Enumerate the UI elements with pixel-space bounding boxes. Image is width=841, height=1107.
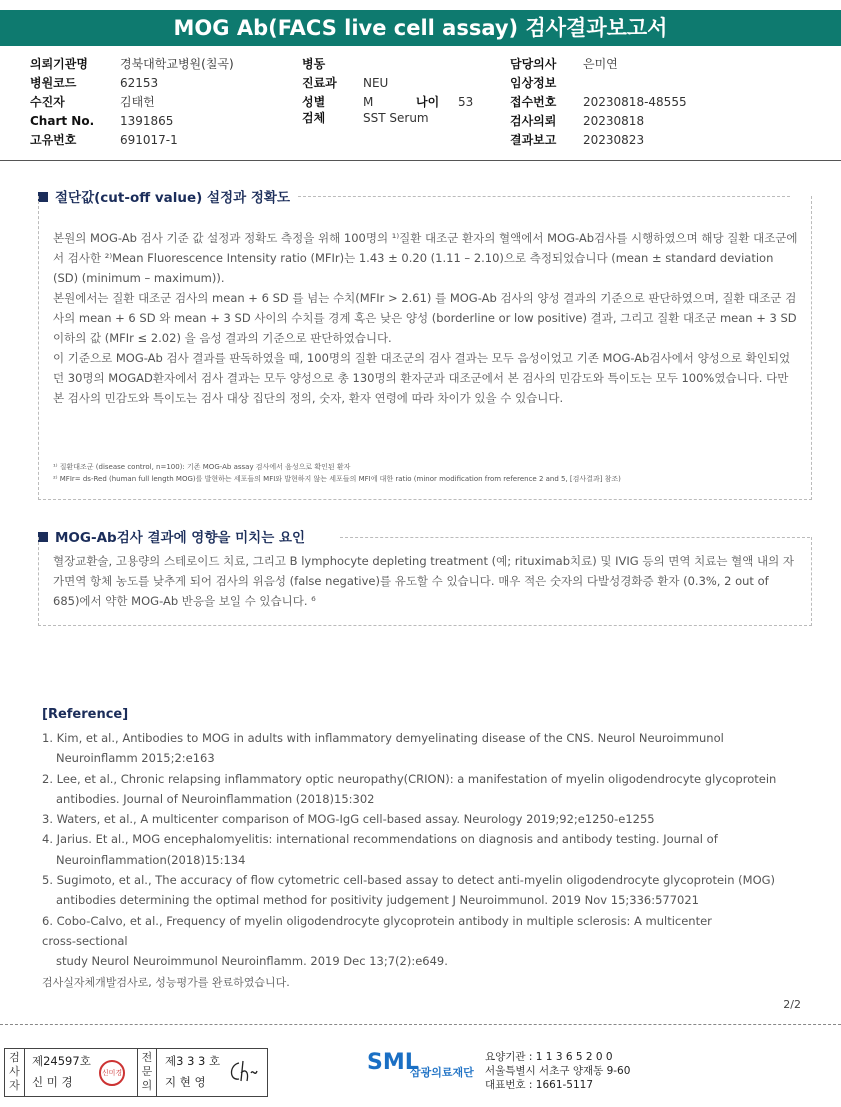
info-label: 검사의뢰 [510,114,557,128]
info-value: 은미연 [583,57,618,71]
info-label: 수진자 [30,95,65,109]
org-code: 요양기관 : 1 1 3 6 5 2 0 0 [485,1051,613,1063]
report-title: MOG Ab(FACS live cell assay) 검사결과보고서 [0,10,841,46]
footnotes [53,461,798,485]
reference-item-cont: Neuroinflamm 2015;2:e163 [56,751,215,766]
examiner-box [4,1048,268,1097]
footer [0,1040,841,1100]
org-phone: 대표번호 : 1661-5117 [485,1079,594,1091]
reference-item: 3. Waters, et al., A multicenter comparison of MOG-IgG cell-based assay. Neurology 2019;92;e1250-e1255 [42,812,655,827]
info-value: 691017-1 [120,133,178,147]
section2-body: 혈장교환술, 고용량의 스테로이드 치료, 그리고 B lymphocyte depleting treatment (예; rituximab치료) 및 IVIG 등의 면역 치료는 혈액 내의 자가면역 항체 농도를 낮추게 되어 검사의 위음성 (false negative)를 유도할 수 있습니다. 매우 적은 숫자의 다발성경화증 환자 (0.3%, 2 out of 685)에서 약한 MOG-Ab 반응을 보일 수 있습니다. ⁶ [53,554,794,608]
reference-item-cont: Neuroinflammation(2018)15:134 [56,852,246,867]
info-label: 담당의사 [510,57,557,71]
sml-logo-icon: SML [367,1050,419,1075]
info-value: NEU [363,76,389,90]
patient-info [30,55,830,150]
info-value: 20230818-48555 [583,95,687,109]
header-divider [0,160,841,161]
reference-item: 5. Sugimoto, et al., The accuracy of flow cytometric cell-based assay to detect anti-myelin oligodendrocyte glycoprotein (MOG) [42,873,776,888]
info-label: 접수번호 [510,95,557,109]
reference-list [42,728,802,972]
org-info [485,1050,630,1092]
info-value: 1391865 [120,114,174,128]
page-number: 2/2 [783,998,801,1011]
reference-item: 6. Cobo-Calvo, et al., Frequency of myelin oligodendrocyte glycoprotein antibody in multiple sclerosis: A multicenter [42,913,712,928]
info-label: 병동 [302,57,326,71]
reference-item-cont: antibodies. Journal of Neuroinflammation (2018)15:302 [56,791,375,806]
org-address: 서울특별시 서초구 양재동 9-60 [485,1065,631,1077]
info-value: 김태헌 [120,95,155,109]
info-label: 성별 [302,95,326,109]
specialist-license: 제3 3 3 호 [165,1054,221,1068]
reference-item: 4. Jarius. Et al., MOG encephalomyelitis: international recommendations on diagnosis and antibody testing. Journal of [42,832,718,847]
reference-item-cont: cross-sectional [42,933,128,948]
examiner-label: 검사자 [5,1049,25,1096]
age-value: 53 [458,95,474,109]
reference-item-cont: antibodies determining the optimal method for positivity judgement J Neuroimmunol. 2019 Nov 15;336:577021 [56,893,699,908]
info-value: 20230823 [583,133,645,147]
info-label: 진료과 [302,76,337,90]
info-value: M [363,95,374,109]
reference-item: 2. Lee, et al., Chronic relapsing inflammatory optic neuropathy(CRION): a manifestation of myelin oligodendrocyte glycoprotein [42,771,777,786]
examiner-name: 신 미 경 [32,1075,73,1089]
info-value: 62153 [120,76,159,90]
info-value: 20230818 [583,114,645,128]
info-value: 경북대학교병원(칠곡) [120,57,234,71]
specialist-name: 지 현 영 [165,1075,206,1089]
reference-item: 1. Kim, et al., Antibodies to MOG in adults with inflammatory demyelinating disease of the CNS. Neurol Neuroimmunol [42,731,724,745]
reference-title: [Reference] [42,707,129,722]
paragraph: 본원의 MOG-Ab 검사 기준 값 설정과 정확도 측정을 위해 100명의 ¹⁾질환 대조군 환자의 혈액에서 MOG-Ab검사를 시행하였으며 해당 질환 대조군에서 검사한 ²⁾Mean Fluorescence Intensity ratio (MFIr)는 1.43 ± 0.20 (1.11 – 2.10)으로 측정되었습니다 (mean ± standard deviation (SD) (minimum – maximum)). [53,231,798,285]
org-name: 삼광의료재단 [410,1066,474,1079]
reference-item-cont: study Neurol Neuroimmunol Neuroinflamm. 2019 Dec 13;7(2):e649. [56,954,448,969]
footnote: ¹⁾ 질환대조군 (disease control, n=100): 기존 MOG-Ab assay 검사에서 음성으로 확인된 환자 [53,463,351,471]
info-label: Chart No. [30,114,95,128]
section2-title: MOG-Ab검사 결과에 영향을 미치는 요인 [38,526,305,546]
examiner-license: 제24597호 [32,1054,91,1068]
paragraph: 이 기준으로 MOG-Ab 검사 결과를 판독하였을 때, 100명의 질환 대조군의 검사 결과는 모두 음성이었고 기존 MOG-Ab검사에서 양성으로 확인되었던 30명의 MOGAD환자에서 검사 결과는 모두 양성으로 총 130명의 환자군과 대조군에서 본 검사의 민감도와 특이도는 모두 100%였습니다. 다만 본 검사의 민감도와 특이도는 검사 대상 집단의 정의, 숫자, 환자 연령에 따라 차이가 있을 수 있습니다. [53,351,791,405]
footer-divider [0,1024,841,1025]
info-label: 의뢰기관명 [30,57,88,71]
section1-title: 절단값(cut-off value) 설정과 정확도 [38,186,290,206]
info-value: SST Serum [363,111,429,125]
examiner-seal: 신미경 [99,1060,125,1086]
validation-note: 검사실자체개발검사로, 성능평가를 완료하였습니다. [42,976,290,989]
info-label: 검체 [302,111,326,125]
section1-body [53,228,798,408]
signature-icon [227,1059,259,1085]
info-label: 병원코드 [30,76,77,90]
paragraph: 본원에서는 질환 대조군 검사의 mean + 6 SD 를 넘는 수치(MFIr > 2.61) 를 MOG-Ab 검사의 양성 결과의 기준으로 판단하였으며, 질환 대조군 검사의 mean + 6 SD 와 mean + 3 SD 사이의 수치를 경계 혹은 낮은 양성 (borderline or low positive) 결과, 그리고 질환 대조군 mean + 3 SD 이하의 값 (MFIr ≤ 2.02) 을 음성 결과의 기준으로 판단하였습니다. [53,291,797,345]
info-label: 고유번호 [30,133,77,147]
footnote: ²⁾ MFIr= ds-Red (human full length MOG)를 발현하는 세포들의 MFI와 발현하지 않는 세포들의 MFI에 대한 ratio (minor modification from reference 2 and 5, [검사결과] 참조) [53,475,621,483]
specialist-label: 전문의 [137,1049,157,1096]
info-label: 결과보고 [510,133,557,147]
age-label: 나이 [416,95,440,109]
info-label: 임상정보 [510,76,557,90]
